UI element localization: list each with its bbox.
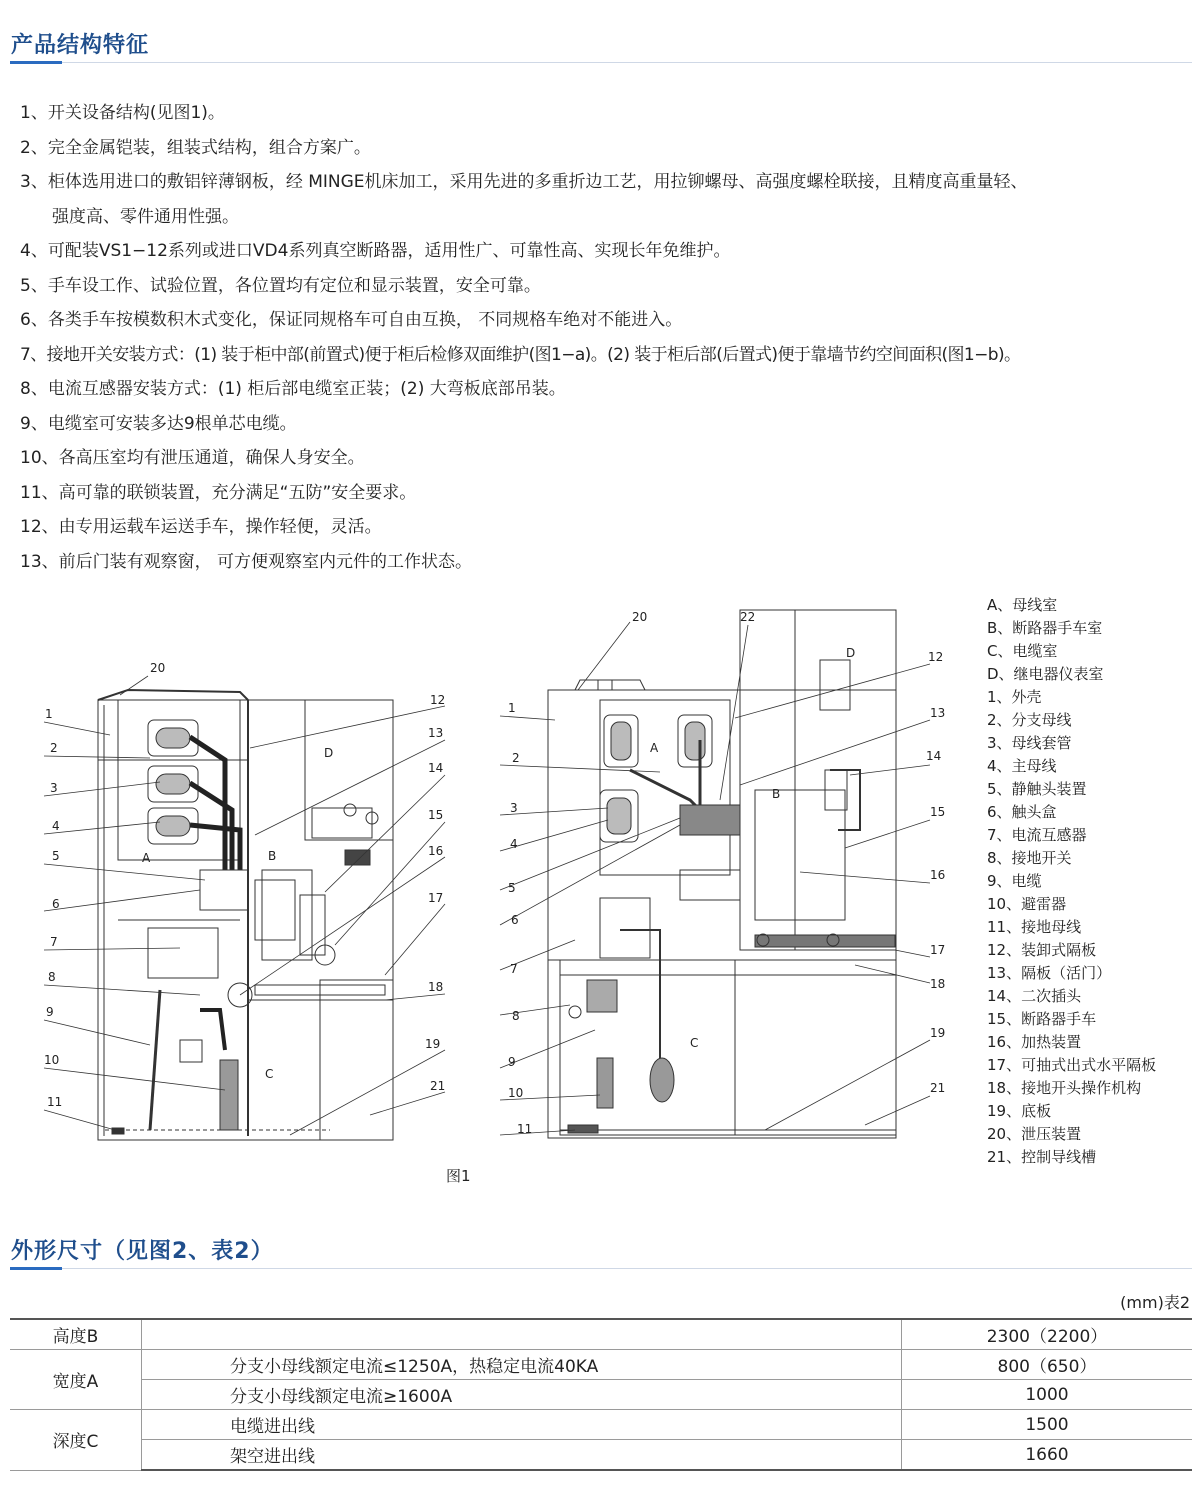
width-label: 宽度A: [10, 1350, 142, 1410]
table-unit-label: (mm)表2: [1120, 1293, 1190, 1312]
callout-18-right: 18: [930, 977, 946, 991]
callout-11: 11: [47, 1095, 63, 1109]
depth-label: 深度C: [10, 1410, 142, 1471]
feature-item: 9、电缆室可安装多达9根单芯电缆。: [20, 413, 297, 434]
callout-19-right: 19: [930, 1026, 946, 1040]
legend-item: 9、电缆: [987, 872, 1042, 890]
callout-15-right: 15: [930, 805, 946, 819]
legend-item: 10、避雷器: [987, 895, 1067, 913]
legend-item: A、母线室: [987, 596, 1058, 614]
callout-16-right: 16: [930, 868, 946, 882]
zone-D-left: D: [324, 746, 334, 760]
table-row: [10, 1380, 1192, 1410]
legend-item: 19、底板: [987, 1102, 1052, 1120]
feature-item: 12、由专用运载车运送手车，操作轻便，灵活。: [20, 517, 382, 537]
depth-row1-value: 1500: [902, 1410, 1193, 1440]
callout-21: 21: [430, 1079, 446, 1093]
legend-item: 8、接地开关: [987, 849, 1072, 867]
feature-item-continuation: 强度高、零件通用性强。: [52, 206, 239, 227]
section-rule-dimensions: [10, 1268, 1192, 1269]
dimensions-table: [10, 1318, 1192, 1471]
depth-row2-value: 1660: [902, 1440, 1193, 1471]
feature-item: 11、高可靠的联锁装置，充分满足“五防”安全要求。: [20, 482, 417, 503]
callout-5-right: 5: [508, 881, 516, 895]
legend-item: C、电缆室: [987, 642, 1058, 660]
legend-item: B、断路器手车室: [987, 619, 1103, 637]
legend-item: 16、加热装置: [987, 1033, 1082, 1051]
feature-item: 6、各类手车按模数积木式变化，保证同规格车可自由互换， 不同规格车绝对不能进入。: [20, 310, 683, 330]
feature-item: 13、前后门装有观察窗， 可方便观察室内元件的工作状态。: [20, 551, 473, 572]
callout-3: 3: [50, 781, 58, 795]
callout-7: 7: [50, 935, 58, 949]
callout-17: 17: [428, 891, 444, 905]
callout-8: 8: [48, 970, 56, 984]
legend-item: 11、接地母线: [987, 918, 1082, 936]
callout-15: 15: [428, 808, 444, 822]
legend-item: 13、隔板（活门）: [987, 964, 1112, 982]
callout-1: 1: [45, 707, 53, 721]
table-row: [10, 1440, 1192, 1471]
feature-item: 8、电流互感器安装方式：(1) 柜后部电缆室正装；(2) 大弯板底部吊装。: [20, 379, 566, 399]
zone-A-left: A: [142, 851, 151, 865]
callout-20-right: 20: [632, 610, 648, 624]
callout-2: 2: [50, 741, 58, 755]
feature-item: 5、手车设工作、试验位置，各位置均有定位和显示装置，安全可靠。: [20, 275, 541, 296]
legend-item: 15、断路器手车: [987, 1010, 1097, 1028]
zone-C-right: C: [690, 1036, 699, 1050]
callout-12: 12: [430, 693, 446, 707]
callout-14: 14: [428, 761, 444, 775]
feature-item: 1、开关设备结构(见图1)。: [20, 103, 225, 123]
depth-row1-desc: 电缆进出线: [142, 1410, 902, 1440]
callout-2-right: 2: [512, 751, 520, 765]
legend-item: 18、接地开头操作机构: [987, 1079, 1142, 1097]
callout-21-right: 21: [930, 1081, 946, 1095]
callout-5: 5: [52, 849, 60, 863]
legend-item: 1、外壳: [987, 688, 1042, 706]
section-title-structure: 产品结构特征: [11, 33, 150, 58]
callout-10-right: 10: [508, 1086, 524, 1100]
diagram-legend: [987, 594, 1156, 1169]
figure-caption: 图1: [446, 1167, 471, 1185]
callout-8-right: 8: [512, 1009, 520, 1023]
callout-7-right: 7: [510, 962, 518, 976]
callout-13-right: 13: [930, 706, 946, 720]
zone-B-right: B: [772, 787, 781, 801]
width-row2-desc: 分支小母线额定电流≥1600A: [142, 1380, 902, 1410]
legend-item: 4、主母线: [987, 757, 1057, 775]
callout-6: 6: [52, 897, 60, 911]
feature-item: 7、接地开关安装方式：(1) 装于柜中部(前置式)便于柜后检修双面维护(图1−a)。(2) 装于柜后部(后置式)便于靠墙节约空间面积(图1−b)。: [20, 344, 1021, 365]
callout-14-right: 14: [926, 749, 942, 763]
callout-6-right: 6: [511, 913, 519, 927]
callout-22: 22: [740, 610, 756, 624]
height-label: 高度B: [10, 1319, 142, 1350]
zone-C-left: C: [265, 1067, 274, 1081]
table-row: [10, 1350, 1192, 1380]
legend-item: 21、控制导线槽: [987, 1148, 1097, 1166]
legend-item: D、继电器仪表室: [987, 665, 1104, 683]
feature-item: 3、柜体选用进口的敷铝锌薄钢板，经 MINGE机床加工，采用先进的多重折边工艺，用拉铆螺母、高强度螺栓联接，且精度高重量轻、: [20, 172, 1028, 192]
table-row: [10, 1410, 1192, 1440]
callout-16: 16: [428, 844, 444, 858]
legend-item: 6、触头盒: [987, 803, 1057, 821]
callout-9-right: 9: [508, 1055, 516, 1069]
legend-item: 20、泄压装置: [987, 1125, 1082, 1143]
callout-17-right: 17: [930, 943, 946, 957]
feature-item: 10、各高压室均有泄压通道，确保人身安全。: [20, 448, 365, 468]
callout-10: 10: [44, 1053, 60, 1067]
callout-4: 4: [52, 819, 60, 833]
height-value: 2300（2200）: [902, 1319, 1193, 1350]
callout-11-right: 11: [517, 1122, 533, 1136]
legend-item: 7、电流互感器: [987, 826, 1087, 844]
table-row: [10, 1319, 1192, 1350]
section-rule-structure: [10, 62, 1192, 63]
zone-D-right: D: [846, 646, 856, 660]
callout-19: 19: [425, 1037, 441, 1051]
callout-12-right: 12: [928, 650, 944, 664]
callout-4-right: 4: [510, 837, 518, 851]
callout-1-right: 1: [508, 701, 516, 715]
feature-list: [20, 96, 1195, 579]
legend-item: 3、母线套管: [987, 734, 1072, 752]
zone-A-right: A: [650, 741, 659, 755]
feature-item: 2、完全金属铠装，组装式结构，组合方案广。: [20, 137, 371, 158]
depth-row2-desc: 架空进出线: [142, 1440, 902, 1471]
width-row1-desc: 分支小母线额定电流≤1250A，热稳定电流40KA: [142, 1350, 902, 1380]
height-desc: [142, 1319, 902, 1350]
callout-20: 20: [150, 661, 166, 675]
callout-18: 18: [428, 980, 444, 994]
callout-13: 13: [428, 726, 444, 740]
legend-item: 2、分支母线: [987, 711, 1072, 729]
callout-3-right: 3: [510, 801, 518, 815]
width-row1-value: 800（650）: [902, 1350, 1193, 1380]
legend-item: 17、可抽式出式水平隔板: [987, 1056, 1157, 1074]
zone-B-left: B: [268, 849, 277, 863]
section-title-dimensions: 外形尺寸（见图2、表2）: [11, 1239, 274, 1264]
legend-item: 5、静触头装置: [987, 780, 1087, 798]
switchgear-diagram: [0, 595, 985, 1155]
callout-9: 9: [46, 1005, 54, 1019]
feature-item: 4、可配装VS1−12系列或进口VD4系列真空断路器，适用性广、可靠性高、实现长年免维护。: [20, 241, 731, 261]
width-row2-value: 1000: [902, 1380, 1193, 1410]
legend-item: 12、装卸式隔板: [987, 941, 1097, 959]
legend-item: 14、二次插头: [987, 987, 1082, 1005]
